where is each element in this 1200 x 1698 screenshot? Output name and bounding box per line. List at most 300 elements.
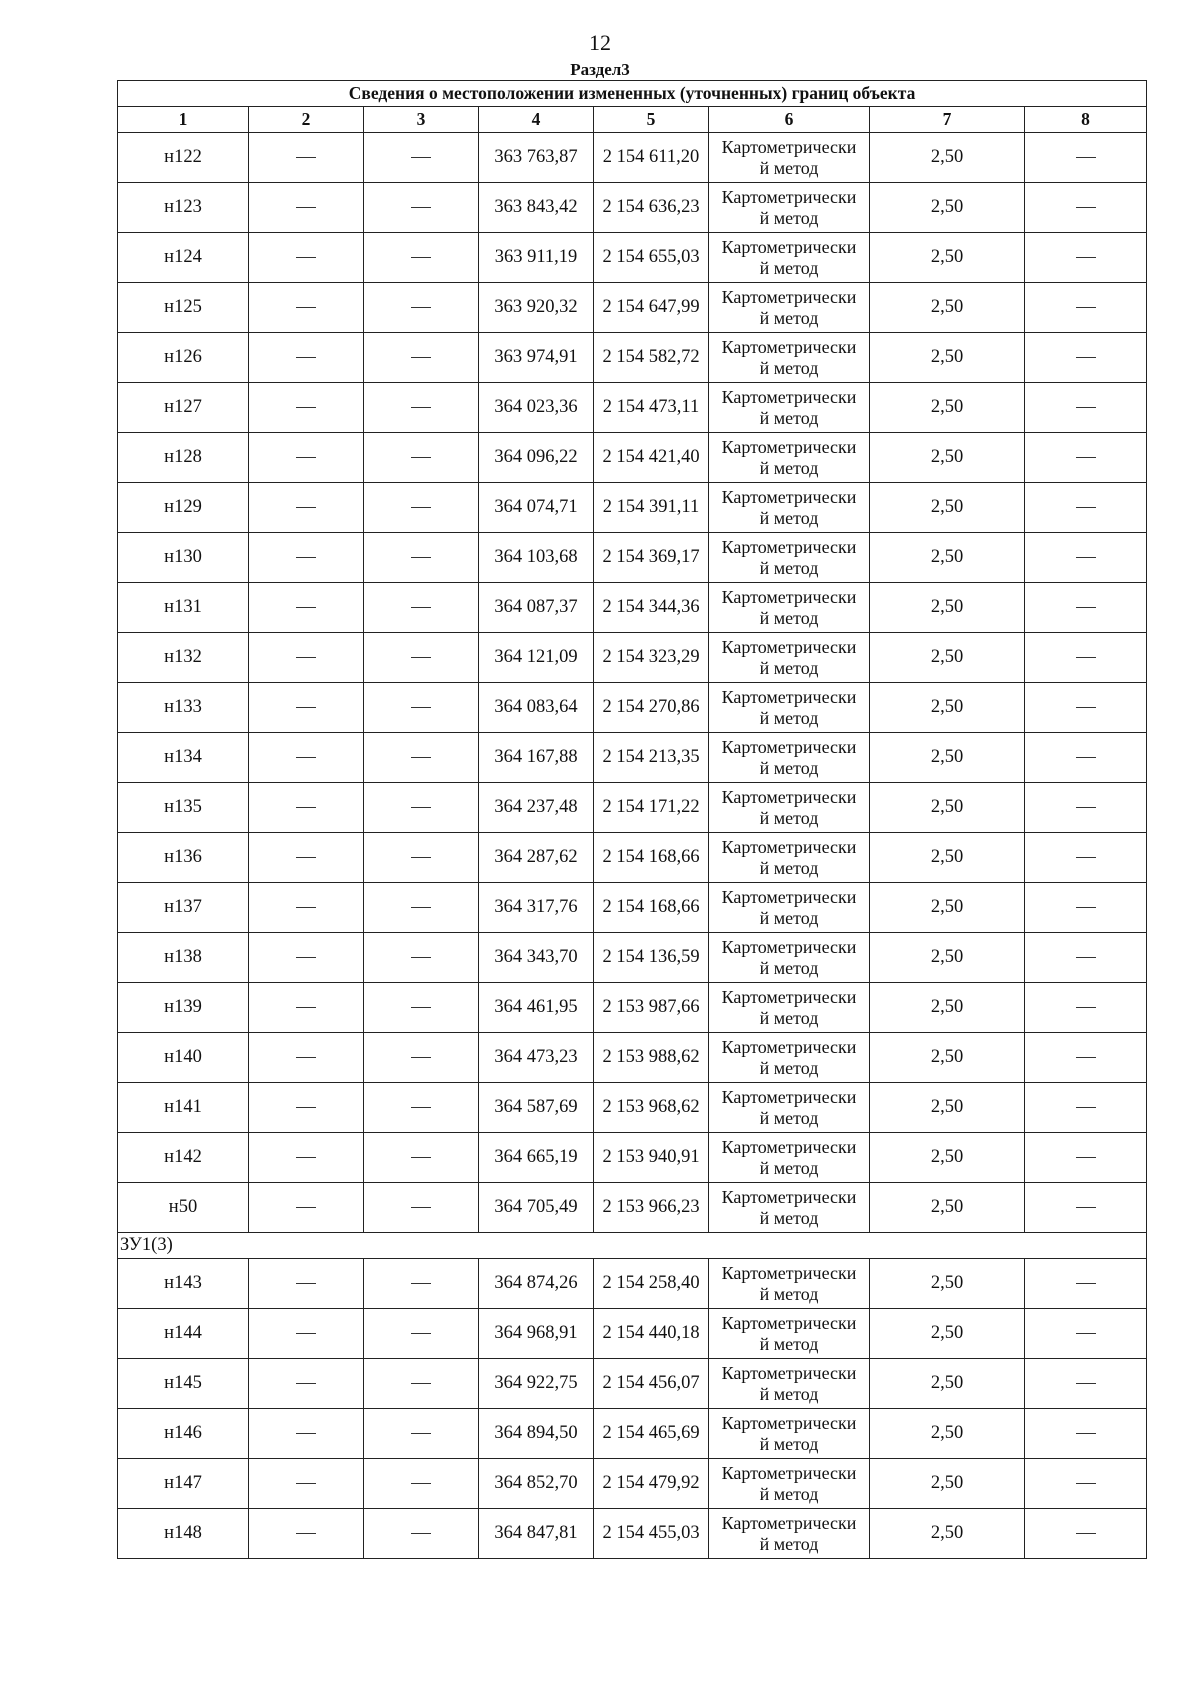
- method-cell: [709, 1459, 870, 1509]
- method-line-2: й метод: [759, 257, 819, 278]
- empty-dash-cell: [364, 883, 479, 933]
- dash-mark: [411, 857, 431, 858]
- method-cell: [709, 933, 870, 983]
- table-row: [118, 483, 1147, 533]
- dash-mark: [1076, 1283, 1096, 1284]
- accuracy-cell: 2,50: [870, 1459, 1025, 1509]
- point-id-cell: н50: [118, 1183, 249, 1233]
- x-coordinate-cell: 364 103,68: [479, 533, 594, 583]
- method-line-2: й метод: [759, 857, 819, 878]
- x-coordinate-cell: 364 287,62: [479, 833, 594, 883]
- method-line-2: й метод: [759, 1333, 819, 1354]
- table-row: [118, 833, 1147, 883]
- dash-mark: [411, 1533, 431, 1534]
- empty-dash-cell: [1025, 533, 1147, 583]
- x-coordinate-cell: 364 167,88: [479, 733, 594, 783]
- method-cell: [709, 1259, 870, 1309]
- y-coordinate-cell: 2 154 465,69: [594, 1409, 709, 1459]
- empty-dash-cell: [249, 183, 364, 233]
- table-row: [118, 1083, 1147, 1133]
- dash-mark: [411, 907, 431, 908]
- dash-mark: [296, 207, 316, 208]
- point-id-cell: н136: [118, 833, 249, 883]
- empty-dash-cell: [249, 533, 364, 583]
- y-coordinate-cell: 2 154 611,20: [594, 133, 709, 183]
- dash-mark: [411, 707, 431, 708]
- empty-dash-cell: [249, 433, 364, 483]
- empty-dash-cell: [249, 483, 364, 533]
- accuracy-cell: 2,50: [870, 783, 1025, 833]
- y-coordinate-cell: 2 154 456,07: [594, 1359, 709, 1409]
- table-row: [118, 1359, 1147, 1409]
- accuracy-cell: 2,50: [870, 733, 1025, 783]
- y-coordinate-cell: 2 154 168,66: [594, 883, 709, 933]
- dash-mark: [411, 457, 431, 458]
- dash-mark: [296, 657, 316, 658]
- empty-dash-cell: [364, 333, 479, 383]
- table-row: [118, 783, 1147, 833]
- empty-dash-cell: [1025, 1259, 1147, 1309]
- dash-mark: [411, 357, 431, 358]
- method-line-2: й метод: [759, 1057, 819, 1078]
- accuracy-cell: 2,50: [870, 433, 1025, 483]
- empty-dash-cell: [1025, 1409, 1147, 1459]
- group-row: [118, 1233, 1147, 1259]
- dash-mark: [1076, 207, 1096, 208]
- table-row: [118, 633, 1147, 683]
- y-coordinate-cell: 2 154 391,11: [594, 483, 709, 533]
- method-cell: [709, 883, 870, 933]
- dash-mark: [411, 1007, 431, 1008]
- dash-mark: [411, 1383, 431, 1384]
- empty-dash-cell: [1025, 333, 1147, 383]
- dash-mark: [296, 1007, 316, 1008]
- method-cell: [709, 533, 870, 583]
- dash-mark: [296, 807, 316, 808]
- dash-mark: [1076, 1483, 1096, 1484]
- x-coordinate-cell: 364 096,22: [479, 433, 594, 483]
- empty-dash-cell: [249, 1459, 364, 1509]
- column-header: 2: [249, 107, 364, 133]
- empty-dash-cell: [1025, 133, 1147, 183]
- dash-mark: [411, 1107, 431, 1108]
- point-id-cell: н147: [118, 1459, 249, 1509]
- method-cell: [709, 483, 870, 533]
- point-id-cell: н133: [118, 683, 249, 733]
- dash-mark: [1076, 1433, 1096, 1434]
- point-id-cell: н127: [118, 383, 249, 433]
- empty-dash-cell: [364, 483, 479, 533]
- empty-dash-cell: [364, 683, 479, 733]
- dash-mark: [296, 1057, 316, 1058]
- y-coordinate-cell: 2 154 168,66: [594, 833, 709, 883]
- empty-dash-cell: [364, 1083, 479, 1133]
- dash-mark: [296, 157, 316, 158]
- empty-dash-cell: [1025, 683, 1147, 733]
- x-coordinate-cell: 364 922,75: [479, 1359, 594, 1409]
- method-line-1: Картометрически: [721, 936, 857, 957]
- method-line-1: Картометрически: [721, 1262, 857, 1283]
- method-cell: [709, 583, 870, 633]
- x-coordinate-cell: 364 852,70: [479, 1459, 594, 1509]
- accuracy-cell: 2,50: [870, 633, 1025, 683]
- accuracy-cell: 2,50: [870, 983, 1025, 1033]
- dash-mark: [411, 1057, 431, 1058]
- method-line-2: й метод: [759, 1483, 819, 1504]
- y-coordinate-cell: 2 154 171,22: [594, 783, 709, 833]
- accuracy-cell: 2,50: [870, 583, 1025, 633]
- method-cell: [709, 783, 870, 833]
- table-row: [118, 983, 1147, 1033]
- empty-dash-cell: [364, 1359, 479, 1409]
- accuracy-cell: 2,50: [870, 933, 1025, 983]
- table-caption-row: [118, 81, 1147, 107]
- empty-dash-cell: [364, 1309, 479, 1359]
- empty-dash-cell: [364, 1459, 479, 1509]
- dash-mark: [296, 1383, 316, 1384]
- method-line-1: Картометрически: [721, 886, 857, 907]
- empty-dash-cell: [1025, 283, 1147, 333]
- x-coordinate-cell: 363 974,91: [479, 333, 594, 383]
- accuracy-cell: 2,50: [870, 533, 1025, 583]
- point-id-cell: н140: [118, 1033, 249, 1083]
- table-row: [118, 1259, 1147, 1309]
- x-coordinate-cell: 364 121,09: [479, 633, 594, 683]
- empty-dash-cell: [249, 333, 364, 383]
- empty-dash-cell: [249, 1183, 364, 1233]
- empty-dash-cell: [249, 933, 364, 983]
- dash-mark: [1076, 1533, 1096, 1534]
- y-coordinate-cell: 2 154 270,86: [594, 683, 709, 733]
- empty-dash-cell: [249, 733, 364, 783]
- empty-dash-cell: [364, 1183, 479, 1233]
- x-coordinate-cell: 363 920,32: [479, 283, 594, 333]
- section-title: Раздел3: [570, 60, 630, 79]
- method-line-2: й метод: [759, 1533, 819, 1554]
- page-number: 12: [589, 30, 611, 55]
- empty-dash-cell: [249, 833, 364, 883]
- method-line-2: й метод: [759, 1007, 819, 1028]
- empty-dash-cell: [1025, 783, 1147, 833]
- x-coordinate-cell: 364 587,69: [479, 1083, 594, 1133]
- point-id-cell: н134: [118, 733, 249, 783]
- y-coordinate-cell: 2 153 968,62: [594, 1083, 709, 1133]
- empty-dash-cell: [1025, 583, 1147, 633]
- dash-mark: [411, 407, 431, 408]
- table-row: [118, 233, 1147, 283]
- dash-mark: [411, 1157, 431, 1158]
- dash-mark: [411, 757, 431, 758]
- table-row: [118, 433, 1147, 483]
- empty-dash-cell: [249, 1083, 364, 1133]
- method-cell: [709, 633, 870, 683]
- table-row: [118, 1459, 1147, 1509]
- empty-dash-cell: [364, 133, 479, 183]
- dash-mark: [296, 1433, 316, 1434]
- point-id-cell: н123: [118, 183, 249, 233]
- y-coordinate-cell: 2 154 636,23: [594, 183, 709, 233]
- accuracy-cell: 2,50: [870, 133, 1025, 183]
- empty-dash-cell: [1025, 1309, 1147, 1359]
- table-row: [118, 733, 1147, 783]
- accuracy-cell: 2,50: [870, 1259, 1025, 1309]
- dash-mark: [296, 1157, 316, 1158]
- y-coordinate-cell: 2 153 966,23: [594, 1183, 709, 1233]
- column-header: 7: [870, 107, 1025, 133]
- method-cell: [709, 333, 870, 383]
- dash-mark: [296, 407, 316, 408]
- method-cell: [709, 383, 870, 433]
- empty-dash-cell: [1025, 983, 1147, 1033]
- accuracy-cell: 2,50: [870, 1509, 1025, 1559]
- accuracy-cell: 2,50: [870, 383, 1025, 433]
- empty-dash-cell: [364, 533, 479, 583]
- empty-dash-cell: [364, 433, 479, 483]
- point-id-cell: н142: [118, 1133, 249, 1183]
- method-line-2: й метод: [759, 357, 819, 378]
- dash-mark: [411, 507, 431, 508]
- empty-dash-cell: [249, 1359, 364, 1409]
- empty-dash-cell: [249, 1259, 364, 1309]
- y-coordinate-cell: 2 154 582,72: [594, 333, 709, 383]
- method-line-1: Картометрически: [721, 1186, 857, 1207]
- dash-mark: [411, 957, 431, 958]
- empty-dash-cell: [249, 1409, 364, 1459]
- empty-dash-cell: [249, 1033, 364, 1083]
- coordinates-table: [117, 80, 1147, 1559]
- table-row: [118, 533, 1147, 583]
- empty-dash-cell: [249, 233, 364, 283]
- dash-mark: [296, 1107, 316, 1108]
- point-id-cell: н122: [118, 133, 249, 183]
- y-coordinate-cell: 2 153 987,66: [594, 983, 709, 1033]
- point-id-cell: н132: [118, 633, 249, 683]
- empty-dash-cell: [249, 133, 364, 183]
- dash-mark: [296, 1533, 316, 1534]
- empty-dash-cell: [249, 1309, 364, 1359]
- dash-mark: [296, 857, 316, 858]
- dash-mark: [411, 157, 431, 158]
- x-coordinate-cell: 364 705,49: [479, 1183, 594, 1233]
- method-line-2: й метод: [759, 707, 819, 728]
- accuracy-cell: 2,50: [870, 1133, 1025, 1183]
- x-coordinate-cell: 364 874,26: [479, 1259, 594, 1309]
- dash-mark: [1076, 1057, 1096, 1058]
- empty-dash-cell: [364, 583, 479, 633]
- column-header: 1: [118, 107, 249, 133]
- empty-dash-cell: [364, 233, 479, 283]
- dash-mark: [1076, 1007, 1096, 1008]
- point-id-cell: н128: [118, 433, 249, 483]
- table-row: [118, 383, 1147, 433]
- empty-dash-cell: [364, 1509, 479, 1559]
- point-id-cell: н124: [118, 233, 249, 283]
- point-id-cell: н139: [118, 983, 249, 1033]
- dash-mark: [296, 557, 316, 558]
- dash-mark: [296, 507, 316, 508]
- empty-dash-cell: [364, 383, 479, 433]
- method-line-2: й метод: [759, 1107, 819, 1128]
- table-row: [118, 683, 1147, 733]
- method-line-1: Картометрически: [721, 1312, 857, 1333]
- dash-mark: [411, 1483, 431, 1484]
- point-id-cell: н126: [118, 333, 249, 383]
- x-coordinate-cell: 363 911,19: [479, 233, 594, 283]
- accuracy-cell: 2,50: [870, 833, 1025, 883]
- method-cell: [709, 683, 870, 733]
- method-line-2: й метод: [759, 1157, 819, 1178]
- x-coordinate-cell: 364 847,81: [479, 1509, 594, 1559]
- empty-dash-cell: [1025, 1359, 1147, 1409]
- method-cell: [709, 733, 870, 783]
- dash-mark: [1076, 907, 1096, 908]
- accuracy-cell: 2,50: [870, 1033, 1025, 1083]
- method-line-1: Картометрически: [721, 336, 857, 357]
- dash-mark: [411, 1207, 431, 1208]
- y-coordinate-cell: 2 154 344,36: [594, 583, 709, 633]
- empty-dash-cell: [249, 583, 364, 633]
- empty-dash-cell: [249, 983, 364, 1033]
- dash-mark: [411, 307, 431, 308]
- dash-mark: [1076, 157, 1096, 158]
- method-line-2: й метод: [759, 807, 819, 828]
- empty-dash-cell: [364, 633, 479, 683]
- method-line-1: Картометрически: [721, 836, 857, 857]
- dash-mark: [1076, 1107, 1096, 1108]
- accuracy-cell: 2,50: [870, 1183, 1025, 1233]
- x-coordinate-cell: 364 074,71: [479, 483, 594, 533]
- empty-dash-cell: [1025, 1083, 1147, 1133]
- method-cell: [709, 133, 870, 183]
- empty-dash-cell: [364, 183, 479, 233]
- y-coordinate-cell: 2 154 369,17: [594, 533, 709, 583]
- dash-mark: [296, 1207, 316, 1208]
- dash-mark: [296, 707, 316, 708]
- y-coordinate-cell: 2 154 421,40: [594, 433, 709, 483]
- table-row: [118, 183, 1147, 233]
- method-line-2: й метод: [759, 307, 819, 328]
- method-line-2: й метод: [759, 207, 819, 228]
- y-coordinate-cell: 2 154 258,40: [594, 1259, 709, 1309]
- empty-dash-cell: [364, 933, 479, 983]
- x-coordinate-cell: 364 023,36: [479, 383, 594, 433]
- empty-dash-cell: [249, 883, 364, 933]
- x-coordinate-cell: 364 083,64: [479, 683, 594, 733]
- method-line-2: й метод: [759, 1283, 819, 1304]
- y-coordinate-cell: 2 154 655,03: [594, 233, 709, 283]
- table-row: [118, 1033, 1147, 1083]
- method-cell: [709, 433, 870, 483]
- x-coordinate-cell: 364 087,37: [479, 583, 594, 633]
- column-header: 3: [364, 107, 479, 133]
- table-row: [118, 133, 1147, 183]
- dash-mark: [1076, 1383, 1096, 1384]
- table-row: [118, 333, 1147, 383]
- method-cell: [709, 983, 870, 1033]
- method-line-1: Картометрически: [721, 1462, 857, 1483]
- x-coordinate-cell: 363 763,87: [479, 133, 594, 183]
- dash-mark: [411, 657, 431, 658]
- empty-dash-cell: [249, 683, 364, 733]
- column-header: 6: [709, 107, 870, 133]
- empty-dash-cell: [364, 783, 479, 833]
- dash-mark: [1076, 707, 1096, 708]
- table-row: [118, 933, 1147, 983]
- empty-dash-cell: [249, 383, 364, 433]
- method-line-1: Картометрически: [721, 686, 857, 707]
- empty-dash-cell: [1025, 433, 1147, 483]
- y-coordinate-cell: 2 154 473,11: [594, 383, 709, 433]
- method-line-2: й метод: [759, 507, 819, 528]
- empty-dash-cell: [1025, 833, 1147, 883]
- y-coordinate-cell: 2 154 213,35: [594, 733, 709, 783]
- x-coordinate-cell: 364 665,19: [479, 1133, 594, 1183]
- dash-mark: [1076, 657, 1096, 658]
- point-id-cell: н125: [118, 283, 249, 333]
- empty-dash-cell: [1025, 1133, 1147, 1183]
- x-coordinate-cell: 364 343,70: [479, 933, 594, 983]
- column-header: 4: [479, 107, 594, 133]
- dash-mark: [1076, 357, 1096, 358]
- x-coordinate-cell: 364 968,91: [479, 1309, 594, 1359]
- table-row: [118, 583, 1147, 633]
- empty-dash-cell: [249, 283, 364, 333]
- empty-dash-cell: [1025, 483, 1147, 533]
- dash-mark: [1076, 307, 1096, 308]
- y-coordinate-cell: 2 153 940,91: [594, 1133, 709, 1183]
- method-line-1: Картометрически: [721, 586, 857, 607]
- method-line-1: Картометрически: [721, 986, 857, 1007]
- method-line-1: Картометрически: [721, 1086, 857, 1107]
- point-id-cell: н141: [118, 1083, 249, 1133]
- accuracy-cell: 2,50: [870, 1083, 1025, 1133]
- dash-mark: [1076, 257, 1096, 258]
- empty-dash-cell: [364, 1133, 479, 1183]
- table-row: [118, 1309, 1147, 1359]
- method-line-2: й метод: [759, 457, 819, 478]
- column-header-row: [118, 107, 1147, 133]
- empty-dash-cell: [364, 1033, 479, 1083]
- method-line-2: й метод: [759, 607, 819, 628]
- table-row: [118, 1183, 1147, 1233]
- method-cell: [709, 183, 870, 233]
- method-line-1: Картометрически: [721, 436, 857, 457]
- method-line-2: й метод: [759, 657, 819, 678]
- method-line-2: й метод: [759, 157, 819, 178]
- empty-dash-cell: [1025, 1033, 1147, 1083]
- x-coordinate-cell: 363 843,42: [479, 183, 594, 233]
- dash-mark: [411, 1433, 431, 1434]
- method-cell: [709, 233, 870, 283]
- dash-mark: [1076, 557, 1096, 558]
- y-coordinate-cell: 2 154 479,92: [594, 1459, 709, 1509]
- accuracy-cell: 2,50: [870, 283, 1025, 333]
- dash-mark: [411, 257, 431, 258]
- method-cell: [709, 1033, 870, 1083]
- method-cell: [709, 1509, 870, 1559]
- empty-dash-cell: [364, 733, 479, 783]
- method-line-1: Картометрически: [721, 636, 857, 657]
- dash-mark: [1076, 507, 1096, 508]
- y-coordinate-cell: 2 153 988,62: [594, 1033, 709, 1083]
- method-line-1: Картометрически: [721, 286, 857, 307]
- accuracy-cell: 2,50: [870, 1309, 1025, 1359]
- dash-mark: [1076, 957, 1096, 958]
- point-id-cell: н129: [118, 483, 249, 533]
- dash-mark: [296, 957, 316, 958]
- empty-dash-cell: [249, 1509, 364, 1559]
- method-cell: [709, 833, 870, 883]
